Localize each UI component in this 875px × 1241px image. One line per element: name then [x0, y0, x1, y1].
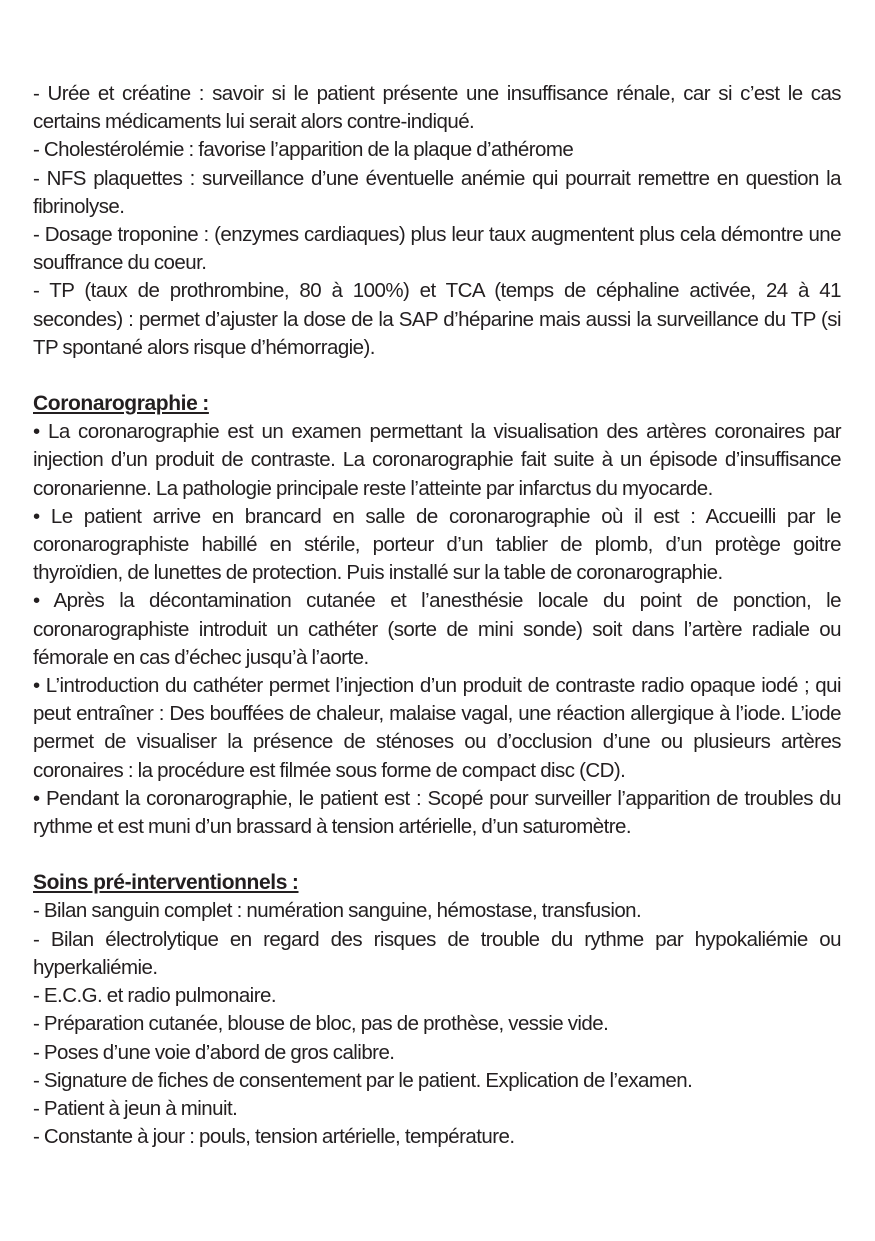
list-item: - E.C.G. et radio pulmonaire. [33, 984, 276, 1008]
paragraph-troponine: - Dosage troponine : (enzymes cardiaques) plus leur taux augmentent plus cela démontre une souffrance du coeur. [33, 223, 841, 275]
list-item: - Signature de fiches de consentement par le patient. Explication de l’examen. [33, 1068, 693, 1092]
list-item: - Préparation cutanée, blouse de bloc, pas de prothèse, vessie vide. [33, 1012, 609, 1036]
document-page [33, 80, 841, 1151]
section-spacer [33, 362, 841, 390]
heading-soins-pre-interventionnels: Soins pré-interventionnels : [33, 871, 299, 895]
paragraph-coronarographie-accueil: • Le patient arrive en brancard en salle de coronarographie où il est : Accueilli par le coronarographiste habillé en stérile, porteur d’un tablier de plomb, d’un protège goitre thyroïdien, de lunettes de protection. Puis installé sur la table de coronarographie. [33, 504, 841, 585]
paragraph-cholesterolemie: - Cholestérolémie : favorise l’apparition de la plaque d’athérome [33, 138, 574, 162]
paragraph-tp-tca: - TP (taux de prothrombine, 80 à 100%) et TCA (temps de céphaline activée, 24 à 41 secondes) : permet d’ajuster la dose de la SAP d’héparine mais aussi la surveillance du TP (si TP spontané alors risque d’hémorragie). [33, 279, 841, 359]
list-item: - Bilan électrolytique en regard des risques de trouble du rythme par hypokaliémie ou hyperkaliémie. [33, 927, 841, 979]
list-item: - Bilan sanguin complet : numération sanguine, hémostase, transfusion. [33, 899, 642, 923]
paragraph-coronarographie-definition: • La coronarographie est un examen permettant la visualisation des artères coronaires par injection d’un produit de contraste. La coronarographie fait suite à un épisode d’insuffisance coronarienne. La pathologie principale reste l’atteinte par infarctus du myocarde. [33, 420, 841, 500]
list-item: - Constante à jour : pouls, tension artérielle, température. [33, 1125, 515, 1149]
paragraph-coronarographie-catheter: • Après la décontamination cutanée et l’anesthésie locale du point de ponction, le coronarographiste introduit un cathéter (sorte de mini sonde) soit dans l’artère radiale ou fémorale en cas d’échec jusqu’à l’aorte. [33, 589, 841, 669]
paragraph-coronarographie-surveillance: • Pendant la coronarographie, le patient est : Scopé pour surveiller l’apparition de troubles du rythme et est muni d’un brassard à tension artérielle, d’un saturomètre. [33, 786, 841, 839]
heading-coronarographie: Coronarographie : [33, 392, 209, 416]
paragraph-uree-creatine: - Urée et créatine : savoir si le patient présente une insuffisance rénale, car si c’est le cas certains médicaments lui serait alors contre-indiqué. [33, 82, 841, 134]
list-item: - Patient à jeun à minuit. [33, 1096, 238, 1120]
paragraph-coronarographie-contraste: • L’introduction du cathéter permet l’injection d’un produit de contraste radio opaque iodé ; qui peut entraîner : Des bouffées de chaleur, malaise vagal, une réaction allergique à l’iode. L’iode permet de visualiser la présence de sténoses ou d’occlusion d’une ou plusieurs artères coronaires : la procédure est filmée sous forme de compact disc (CD). [33, 674, 841, 782]
paragraph-nfs-plaquettes: - NFS plaquettes : surveillance d’une éventuelle anémie qui pourrait remettre en question la fibrinolyse. [33, 166, 841, 218]
list-item: - Poses d’une voie d’abord de gros calibre. [33, 1040, 395, 1064]
section-spacer [33, 841, 841, 869]
